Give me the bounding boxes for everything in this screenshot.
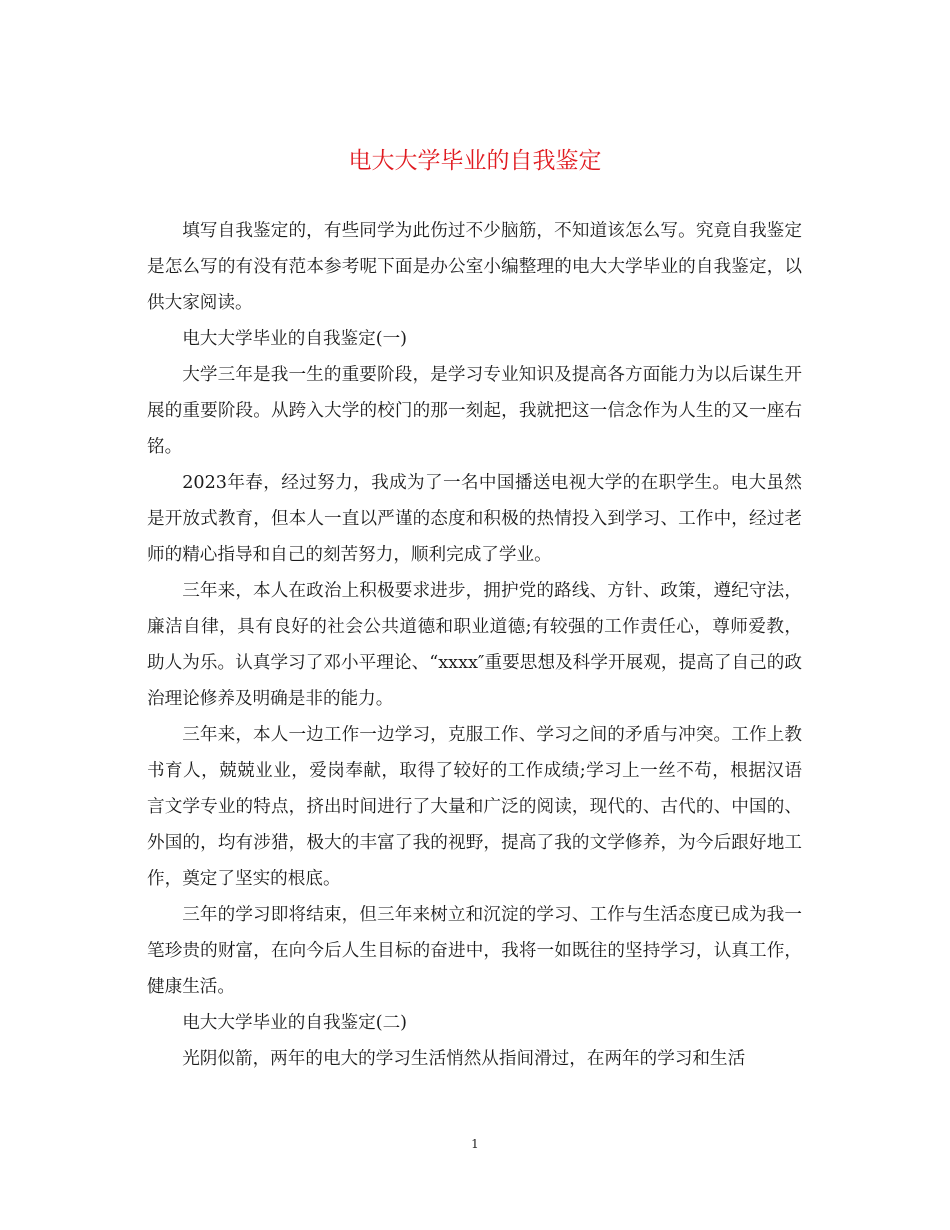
section-heading-two: 电大大学毕业的自我鉴定(二) (182, 1013, 408, 1033)
paragraph: 三年的学习即将结束，但三年来树立和沉淀的学习、工作与生活态度已成为我一笔珍贵的财富，在向今后人生目标的奋进中，我将一如既往的坚持学习，认真工作，健康生活。 (147, 905, 802, 997)
paragraph: 三年来，本人在政治上积极要求进步，拥护党的路线、方针、政策，遵纪守法，廉洁自律，具有良好的社会公共道德和职业道德;有较强的工作责任心，尊师爱教，助人为乐。认真学习了邓小平理论、“xxxx″重要思想及科学开展观，提高了自己的政治理论修养及明确是非的能力。 (147, 581, 802, 709)
document-body (147, 213, 802, 1077)
paragraph-intro: 填写自我鉴定的，有些同学为此伤过不少脑筋，不知道该怎么写。究竟自我鉴定是怎么写的有没有范本参考呢下面是办公室小编整理的电大大学毕业的自我鉴定，以供大家阅读。 (147, 221, 802, 313)
paragraph: 2023年春，经过努力，我成为了一名中国播送电视大学的在职学生。电大虽然是开放式教育，但本人一直以严谨的态度和积极的热情投入到学习、工作中，经过老师的精心指导和自己的刻苦努力，顺利完成了学业。 (147, 473, 802, 565)
section-heading-one: 电大大学毕业的自我鉴定(一) (182, 329, 408, 349)
paragraph: 大学三年是我一生的重要阶段，是学习专业知识及提高各方面能力为以后谋生开展的重要阶段。从跨入大学的校门的那一刻起，我就把这一信念作为人生的又一座右铭。 (147, 365, 802, 457)
paragraph: 光阴似箭，两年的电大的学习生活悄然从指间滑过，在两年的学习和生活 (182, 1049, 746, 1069)
document-title: 电大大学毕业的自我鉴定 (348, 148, 602, 174)
paragraph: 三年来，本人一边工作一边学习，克服工作、学习之间的矛盾与冲突。工作上教书育人，兢兢业业，爱岗奉献，取得了较好的工作成绩;学习上一丝不苟，根据汉语言文学专业的特点，挤出时间进行了大量和广泛的阅读，现代的、古代的、中国的、外国的，均有涉猎，极大的丰富了我的视野，提高了我的文学修养，为今后跟好地工作，奠定了坚实的根底。 (147, 725, 802, 889)
page-number: 1 (471, 1137, 479, 1151)
